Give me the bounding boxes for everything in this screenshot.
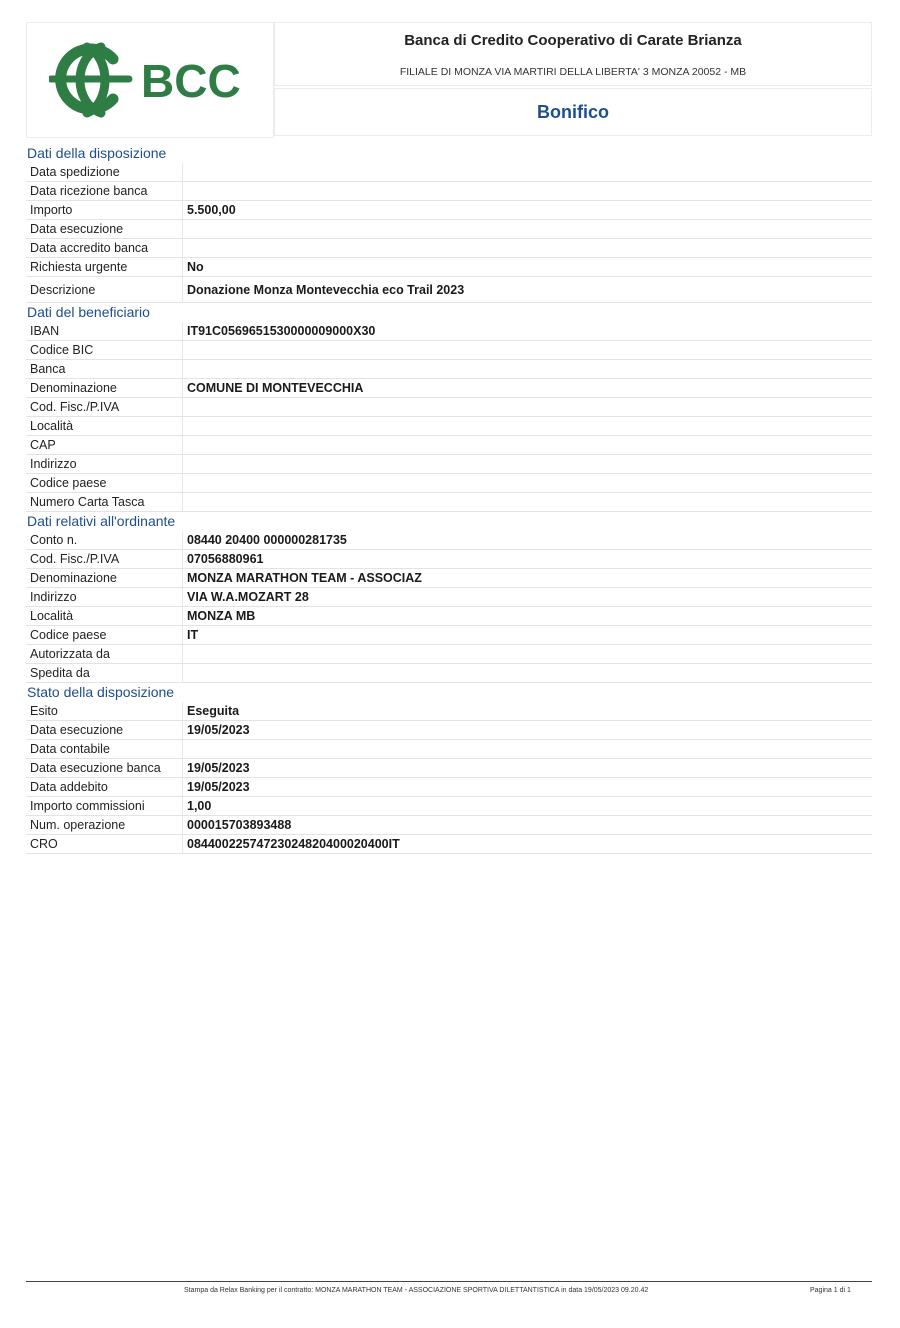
field-label: Data accredito banca bbox=[26, 239, 183, 258]
field-label: Indirizzo bbox=[26, 588, 183, 607]
table-row bbox=[26, 239, 872, 258]
field-label: Num. operazione bbox=[26, 816, 183, 835]
field-label: Località bbox=[26, 417, 183, 436]
field-value: IT bbox=[183, 626, 873, 645]
table-row bbox=[26, 341, 872, 360]
page-number: Pagina 1 di 1 bbox=[810, 1287, 851, 1294]
field-value bbox=[183, 417, 873, 436]
table-row bbox=[26, 759, 872, 778]
table-row bbox=[26, 182, 872, 201]
section-title-ordinante: Dati relativi all'ordinante bbox=[27, 513, 176, 529]
field-value bbox=[183, 163, 873, 182]
table-row bbox=[26, 588, 872, 607]
field-label: Data ricezione banca bbox=[26, 182, 183, 201]
section-title-disposizione: Dati della disposizione bbox=[27, 145, 167, 161]
table-row bbox=[26, 816, 872, 835]
title-box bbox=[274, 88, 872, 136]
table-row bbox=[26, 455, 872, 474]
field-value: Eseguita bbox=[183, 702, 873, 721]
field-label: Conto n. bbox=[26, 531, 183, 550]
field-value: 1,00 bbox=[183, 797, 873, 816]
field-label: Importo commissioni bbox=[26, 797, 183, 816]
field-value: 19/05/2023 bbox=[183, 721, 873, 740]
table-row bbox=[26, 201, 872, 220]
table-row bbox=[26, 645, 872, 664]
field-value: 19/05/2023 bbox=[183, 759, 873, 778]
table-disposizione bbox=[26, 163, 872, 303]
field-label: Descrizione bbox=[26, 277, 183, 303]
field-value bbox=[183, 398, 873, 417]
field-label: Cod. Fisc./P.IVA bbox=[26, 398, 183, 417]
field-label: Codice paese bbox=[26, 474, 183, 493]
table-row bbox=[26, 398, 872, 417]
field-label: Autorizzata da bbox=[26, 645, 183, 664]
field-value bbox=[183, 436, 873, 455]
table-row bbox=[26, 721, 872, 740]
footer-divider bbox=[26, 1281, 872, 1282]
field-value: Donazione Monza Montevecchia eco Trail 2023 bbox=[183, 277, 873, 303]
field-value: COMUNE DI MONTEVECCHIA bbox=[183, 379, 873, 398]
field-value bbox=[183, 239, 873, 258]
field-value: MONZA MB bbox=[183, 607, 873, 626]
table-row bbox=[26, 379, 872, 398]
table-row bbox=[26, 322, 872, 341]
field-label: Data esecuzione bbox=[26, 721, 183, 740]
table-row bbox=[26, 569, 872, 588]
table-row bbox=[26, 436, 872, 455]
field-label: Richiesta urgente bbox=[26, 258, 183, 277]
table-row bbox=[26, 493, 872, 512]
field-value bbox=[183, 645, 873, 664]
bcc-logo bbox=[26, 22, 274, 138]
table-row bbox=[26, 163, 872, 182]
field-value bbox=[183, 360, 873, 379]
bank-name: Banca di Credito Cooperativo di Carate Brianza bbox=[404, 32, 742, 49]
field-label: CRO bbox=[26, 835, 183, 854]
field-label: IBAN bbox=[26, 322, 183, 341]
field-label: Data esecuzione bbox=[26, 220, 183, 239]
field-value: MONZA MARATHON TEAM - ASSOCIAZ bbox=[183, 569, 873, 588]
table-stato bbox=[26, 702, 872, 854]
field-label: Denominazione bbox=[26, 569, 183, 588]
field-label: Cod. Fisc./P.IVA bbox=[26, 550, 183, 569]
field-value bbox=[183, 220, 873, 239]
field-value: 08440022574723024820400020400IT bbox=[183, 835, 873, 854]
field-label: Esito bbox=[26, 702, 183, 721]
table-row bbox=[26, 277, 872, 303]
logo-text: BCC bbox=[141, 55, 241, 107]
table-row bbox=[26, 702, 872, 721]
table-row bbox=[26, 626, 872, 645]
document-title: Bonifico bbox=[537, 102, 609, 122]
field-label: Codice paese bbox=[26, 626, 183, 645]
field-label: Codice BIC bbox=[26, 341, 183, 360]
field-label: Indirizzo bbox=[26, 455, 183, 474]
table-row bbox=[26, 607, 872, 626]
field-value bbox=[183, 341, 873, 360]
document-header bbox=[26, 22, 872, 136]
field-label: CAP bbox=[26, 436, 183, 455]
section-title-beneficiario: Dati del beneficiario bbox=[27, 304, 150, 320]
table-row bbox=[26, 740, 872, 759]
field-label: Data esecuzione banca bbox=[26, 759, 183, 778]
field-label: Data spedizione bbox=[26, 163, 183, 182]
table-row bbox=[26, 797, 872, 816]
bank-info bbox=[274, 22, 872, 86]
field-label: Spedita da bbox=[26, 664, 183, 683]
table-row bbox=[26, 258, 872, 277]
field-value bbox=[183, 664, 873, 683]
field-label: Data addebito bbox=[26, 778, 183, 797]
table-row bbox=[26, 474, 872, 493]
table-row bbox=[26, 664, 872, 683]
sections bbox=[26, 144, 872, 854]
footer-text: Stampa da Relax Banking per il contratto: MONZA MARATHON TEAM - ASSOCIAZIONE SPORTIVA DILETTANTISTICA in data 19/05/2023 09.20.42 bbox=[184, 1287, 649, 1294]
field-value: IT91C0569651530000009000X30 bbox=[183, 322, 873, 341]
field-value: 000015703893488 bbox=[183, 816, 873, 835]
table-row bbox=[26, 531, 872, 550]
field-value bbox=[183, 455, 873, 474]
field-label: Località bbox=[26, 607, 183, 626]
table-ordinante bbox=[26, 531, 872, 683]
field-label: Numero Carta Tasca bbox=[26, 493, 183, 512]
field-label: Banca bbox=[26, 360, 183, 379]
bank-branch: FILIALE DI MONZA VIA MARTIRI DELLA LIBERTA' 3 MONZA 20052 - MB bbox=[399, 66, 747, 78]
table-row bbox=[26, 220, 872, 239]
field-value: 07056880961 bbox=[183, 550, 873, 569]
table-row bbox=[26, 835, 872, 854]
field-value bbox=[183, 493, 873, 512]
table-beneficiario bbox=[26, 322, 872, 512]
section-title-stato: Stato della disposizione bbox=[27, 684, 175, 700]
field-value: 19/05/2023 bbox=[183, 778, 873, 797]
table-row bbox=[26, 417, 872, 436]
field-label: Importo bbox=[26, 201, 183, 220]
bcc-logo-icon bbox=[49, 37, 249, 123]
field-value: 5.500,00 bbox=[183, 201, 873, 220]
field-value: 08440 20400 000000281735 bbox=[183, 531, 873, 550]
table-row bbox=[26, 550, 872, 569]
table-row bbox=[26, 360, 872, 379]
table-row bbox=[26, 778, 872, 797]
field-value bbox=[183, 474, 873, 493]
field-value: No bbox=[183, 258, 873, 277]
field-value: VIA W.A.MOZART 28 bbox=[183, 588, 873, 607]
field-label: Data contabile bbox=[26, 740, 183, 759]
field-value bbox=[183, 182, 873, 201]
field-label: Denominazione bbox=[26, 379, 183, 398]
field-value bbox=[183, 740, 873, 759]
